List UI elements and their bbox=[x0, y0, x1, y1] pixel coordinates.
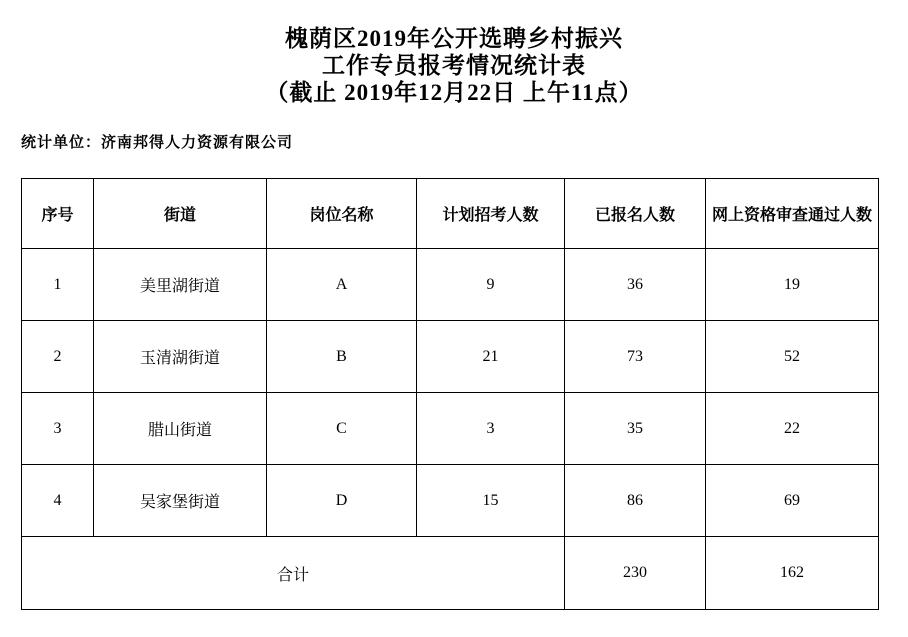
title-line-3: （截止 2019年12月22日 上午11点） bbox=[265, 80, 643, 105]
title-line-1: 槐荫区2019年公开选聘乡村振兴 bbox=[285, 26, 623, 51]
total-registered: 230 bbox=[565, 537, 706, 610]
col-header-post: 岗位名称 bbox=[267, 179, 417, 249]
table-row bbox=[22, 393, 879, 465]
total-row bbox=[22, 537, 879, 610]
report-table bbox=[21, 178, 879, 610]
col-header-registered: 已报名人数 bbox=[565, 179, 706, 249]
cell-passed: 19 bbox=[706, 249, 879, 321]
cell-planned: 3 bbox=[417, 393, 565, 465]
cell-post: B bbox=[267, 321, 417, 393]
cell-post: A bbox=[267, 249, 417, 321]
cell-street: 腊山街道 bbox=[94, 393, 267, 465]
cell-passed: 52 bbox=[706, 321, 879, 393]
cell-registered: 73 bbox=[565, 321, 706, 393]
col-header-passed: 网上资格审查通过人数 bbox=[706, 179, 879, 249]
cell-registered: 35 bbox=[565, 393, 706, 465]
cell-no: 4 bbox=[22, 465, 94, 537]
cell-passed: 22 bbox=[706, 393, 879, 465]
cell-passed: 69 bbox=[706, 465, 879, 537]
cell-no: 2 bbox=[22, 321, 94, 393]
cell-post: C bbox=[267, 393, 417, 465]
cell-no: 1 bbox=[22, 249, 94, 321]
cell-registered: 36 bbox=[565, 249, 706, 321]
cell-street: 玉清湖街道 bbox=[94, 321, 267, 393]
col-header-planned: 计划招考人数 bbox=[417, 179, 565, 249]
table-row bbox=[22, 249, 879, 321]
cell-planned: 15 bbox=[417, 465, 565, 537]
total-label: 合计 bbox=[22, 537, 565, 610]
total-passed: 162 bbox=[706, 537, 879, 610]
table-row bbox=[22, 465, 879, 537]
header-row bbox=[22, 179, 879, 249]
cell-post: D bbox=[267, 465, 417, 537]
title-line-2: 工作专员报考情况统计表 bbox=[322, 53, 586, 78]
cell-street: 美里湖街道 bbox=[94, 249, 267, 321]
col-header-no: 序号 bbox=[22, 179, 94, 249]
table-row bbox=[22, 321, 879, 393]
cell-registered: 86 bbox=[565, 465, 706, 537]
cell-planned: 21 bbox=[417, 321, 565, 393]
cell-no: 3 bbox=[22, 393, 94, 465]
page-title bbox=[0, 0, 908, 106]
cell-planned: 9 bbox=[417, 249, 565, 321]
statistics-unit-label: 统计单位：济南邦得人力资源有限公司 bbox=[21, 135, 294, 151]
cell-street: 吴家堡街道 bbox=[94, 465, 267, 537]
col-header-street: 街道 bbox=[94, 179, 267, 249]
